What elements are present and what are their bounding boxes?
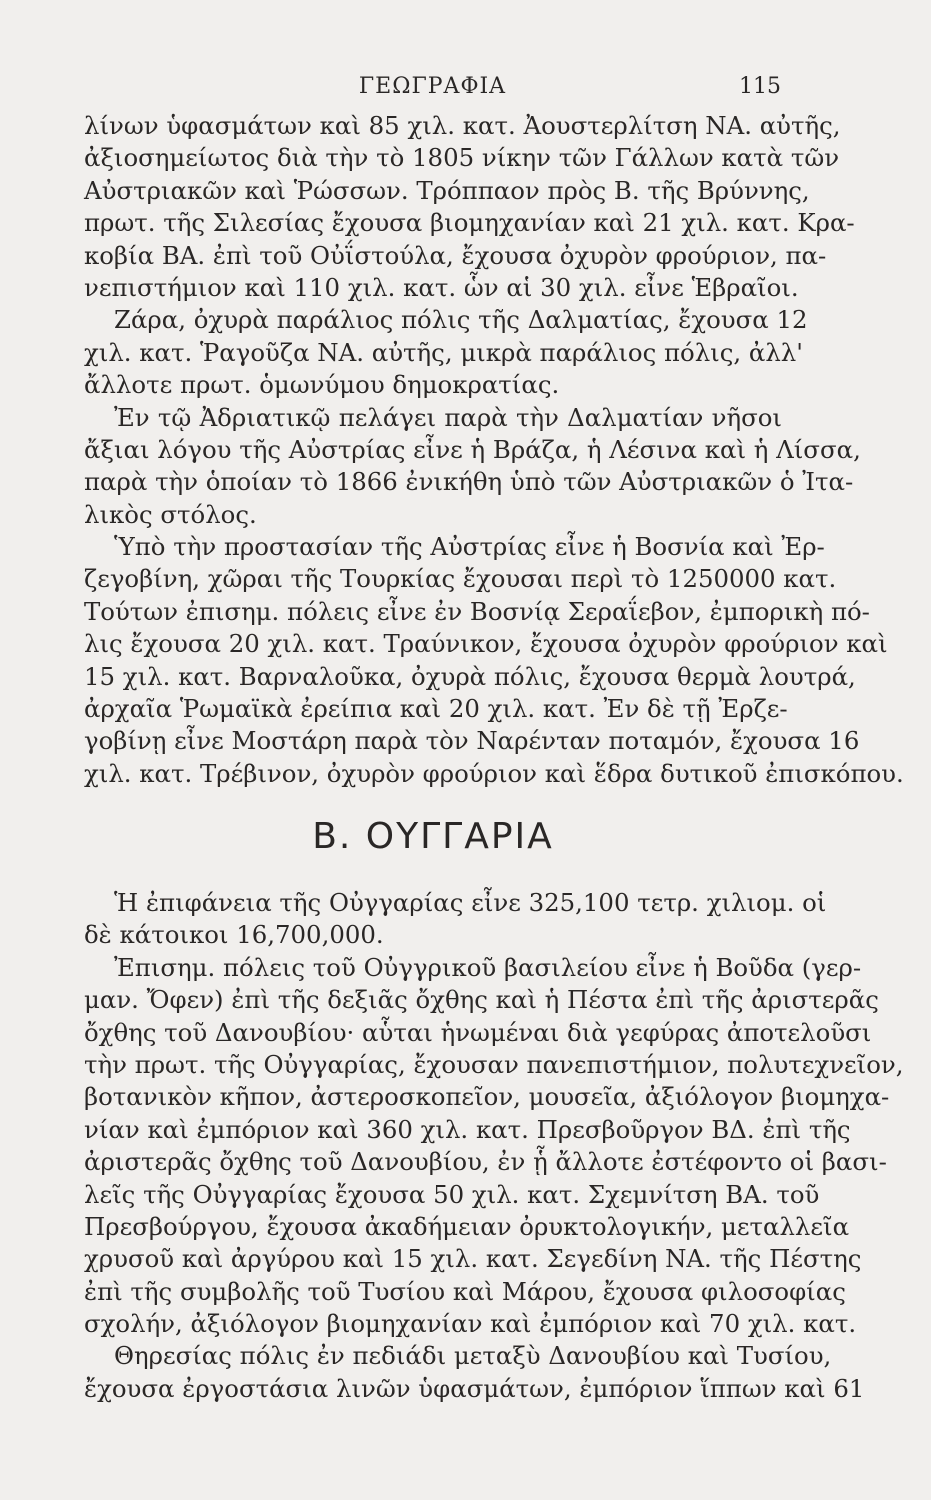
text-line: χιλ. κατ. Τρέβινον, ὀχυρὸν φρούριον καὶ ἕδρα δυτικοῦ ἐπισκόπου. (84, 758, 904, 788)
text-line: Ἐπισημ. πόλεις τοῦ Οὐγγρικοῦ βασιλείου εἶνε ἡ Βοῦδα (γερ- (114, 952, 862, 982)
text-line: λίνων ὑφασμάτων καὶ 85 χιλ. κατ. Ἀουστερλίτση ΝΑ. αὐτῆς, (84, 111, 841, 140)
text-block-hungary (84, 887, 904, 1405)
text-line: χρυσοῦ καὶ ἀργύρου καὶ 15 χιλ. κατ. Σεγεδίνη ΝΑ. τῆς Πέστης (84, 1244, 862, 1274)
text-line: Πρεσβούργου, ἔχουσα ἀκαδήμειαν ὀρυκτολογικήν, μεταλλεῖα (84, 1211, 850, 1241)
running-head (84, 74, 781, 106)
text-line: Τούτων ἐπισημ. πόλεις εἶνε ἐν Βοσνίᾳ Σεραΐεβον, ἐμπορικὴ πό- (84, 596, 870, 626)
text-line: μαν. Ὄφεν) ἐπὶ τῆς δεξιᾶς ὄχθης καὶ ἡ Πέστα ἐπὶ τῆς ἀριστερᾶς (84, 985, 879, 1015)
text-line: Ὑπὸ τὴν προστασίαν τῆς Αὐστρίας εἶνε ἡ Βοσνία καὶ Ἐρ- (114, 532, 825, 562)
text-line: Ἐν τῷ Ἀδριατικῷ πελάγει παρὰ τὴν Δαλματίαν νῆσοι (114, 402, 782, 432)
text-line: παρὰ τὴν ὁποίαν τὸ 1866 ἐνικήθη ὑπὸ τῶν Αὐστριακῶν ὁ Ἰτα- (84, 467, 854, 497)
text-line: γοβίνῃ εἶνε Μοστάρη παρὰ τὸν Ναρένταν ποταμόν, ἔχουσα 16 (84, 726, 860, 756)
text-line: Ἡ ἐπιφάνεια τῆς Οὐγγαρίας εἶνε 325,100 τετρ. χιλιομ. οἱ (114, 888, 827, 917)
text-line: νεπιστήμιον καὶ 110 χιλ. κατ. ὧν αἱ 30 χιλ. εἶνε Ἑβραῖοι. (84, 272, 799, 302)
text-line: σχολήν, ἀξιόλογον βιομηχανίαν καὶ ἐμπόριον καὶ 70 χιλ. κατ. (84, 1309, 857, 1339)
running-title: ΓΕΩΓΡΑΦΙΑ (358, 74, 507, 99)
text-line: ἀριστερᾶς ὄχθης τοῦ Δανουβίου, ἐν ᾗ ἄλλοτε ἐστέφοντο οἱ βασι- (84, 1147, 887, 1177)
text-line: Ζάρα, ὀχυρὰ παράλιος πόλις τῆς Δαλματίας, ἔχουσα 12 (114, 305, 808, 335)
page-number: 115 (739, 74, 781, 99)
text-line: ἄλλοτε πρωτ. ὁμωνύμου δημοκρατίας. (84, 370, 560, 400)
text-line: Αὐστριακῶν καὶ Ῥώσσων. Τρόππαον πρὸς Β. τῆς Βρύννης, (84, 175, 810, 205)
text-line: λικὸς στόλος. (84, 499, 257, 529)
text-line: λις ἔχουσα 20 χιλ. κατ. Τραύνικον, ἔχουσα ὀχυρὸν φρούριον καὶ (84, 629, 888, 659)
text-line: νίαν καὶ ἐμπόριον καὶ 360 χιλ. κατ. Πρεσβοῦργον ΒΔ. ἐπὶ τῆς (84, 1114, 851, 1144)
section-heading: Β. ΟΥΓΓΑΡΙΑ (312, 816, 554, 857)
text-line: ἄξιαι λόγου τῆς Αὐστρίας εἶνε ἡ Βράζα, ἡ Λέσινα καὶ ἡ Λίσσα, (84, 434, 861, 464)
text-line: ζεγοβίνη, χῶραι τῆς Τουρκίας ἔχουσαι περὶ τὸ 1250000 κατ. (84, 564, 837, 594)
text-line: ἀρχαῖα Ῥωμαϊκὰ ἐρείπια καὶ 20 χιλ. κατ. Ἐν δὲ τῇ Ἐρζε- (84, 694, 788, 724)
text-line: δὲ κάτοικοι 16,700,000. (84, 920, 384, 950)
text-line: ὄχθης τοῦ Δανουβίου· αὗται ἡνωμέναι διὰ γεφύρας ἀποτελοῦσι (84, 1017, 872, 1047)
text-line: βοτανικὸν κῆπον, ἀστεροσκοπεῖον, μουσεῖα, ἀξιόλογον βιομηχα- (84, 1082, 890, 1112)
text-line: τὴν πρωτ. τῆς Οὐγγαρίας, ἔχουσαν πανεπιστήμιον, πολυτεχνεῖον, (84, 1049, 904, 1079)
text-line: κοβία ΒΑ. ἐπὶ τοῦ Οὐΐστούλα, ἔχουσα ὀχυρὸν φρούριον, πα- (84, 240, 827, 270)
text-line: Θηρεσίας πόλις ἐν πεδιάδι μεταξὺ Δανουβίου καὶ Τυσίου, (114, 1341, 832, 1371)
text-line: ἀξιοσημείωτος διὰ τὴν τὸ 1805 νίκην τῶν Γάλλων κατὰ τῶν (84, 143, 840, 173)
text-line: 15 χιλ. κατ. Βαρναλοῦκα, ὀχυρὰ πόλις, ἔχουσα θερμὰ λουτρά, (84, 661, 856, 691)
text-line: χιλ. κατ. Ῥαγοῦζα ΝΑ. αὐτῆς, μικρὰ παράλιος πόλις, ἀλλ' (84, 337, 803, 367)
text-line: ἔχουσα ἐργοστάσια λινῶν ὑφασμάτων, ἐμπόριον ἵππων καὶ 61 (84, 1373, 865, 1403)
text-line: λεῖς τῆς Οὐγγαρίας ἔχουσα 50 χιλ. κατ. Σχεμνίτση ΒΑ. τοῦ (84, 1179, 820, 1209)
text-line: πρωτ. τῆς Σιλεσίας ἔχουσα βιομηχανίαν καὶ 21 χιλ. κατ. Κρα- (84, 208, 855, 238)
text-line: ἐπὶ τῆς συμβολῆς τοῦ Τυσίου καὶ Μάρου, ἔχουσα φιλοσοφίας (84, 1276, 846, 1306)
text-block-austria (84, 110, 904, 790)
